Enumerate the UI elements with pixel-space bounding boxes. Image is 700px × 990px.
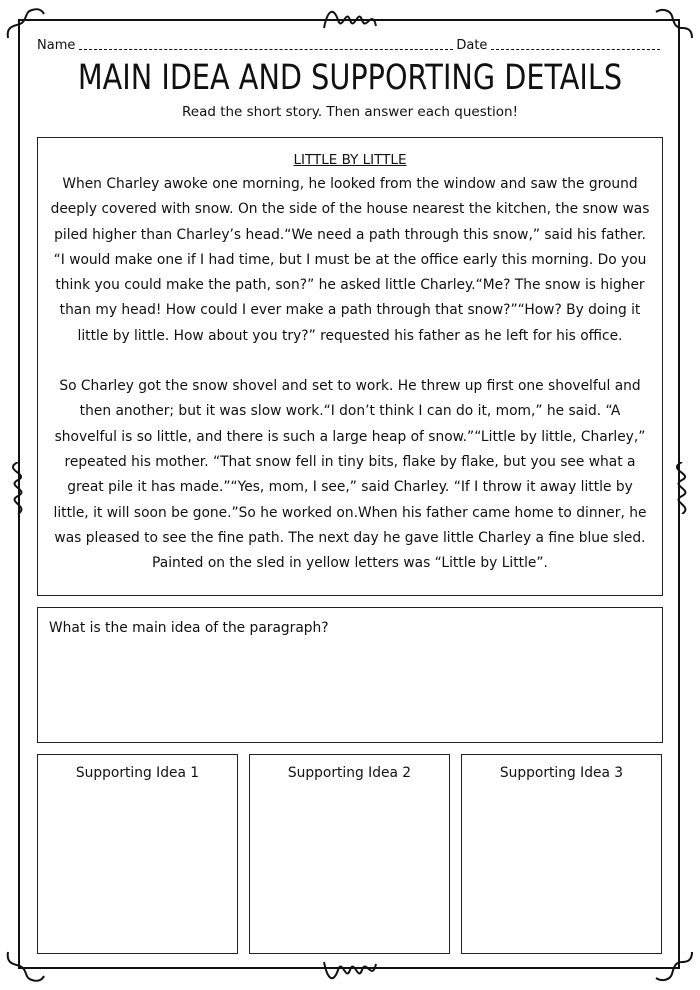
squiggle-right-icon [670, 462, 694, 514]
instructions: Read the short story. Then answer each question! [181, 104, 519, 120]
supporting-idea-box-3[interactable] [461, 754, 662, 954]
main-idea-answer-box[interactable] [37, 607, 663, 743]
squiggle-left-icon [6, 462, 30, 514]
main-idea-question: What is the main idea of the paragraph? [49, 620, 329, 636]
name-date-row [37, 33, 663, 53]
supporting-idea-box-1[interactable] [37, 754, 238, 954]
supporting-idea-label: Supporting Idea 1 [75, 765, 200, 781]
squiggle-top-icon [322, 6, 378, 30]
supporting-idea-box-2[interactable] [249, 754, 450, 954]
date-label: Date [456, 38, 488, 53]
supporting-idea-label: Supporting Idea 3 [499, 765, 624, 781]
story-title: LITTLE BY LITTLE [293, 152, 407, 168]
corner-curl-bottom-right-icon [654, 950, 696, 984]
corner-curl-bottom-left-icon [4, 950, 46, 984]
story-paragraph: So Charley got the snow shovel and set to work. He threw up first one shovelful and then another; but it was slow work.“I don’t think I can do it, mom,” he said. “A shovelful is so little, and there is such a large heap of snow.”“Little by little, Charley,” repeated his mother. “That snow fell in tiny bits, flake by flake, but you see what a great pile it has made.”“Yes, mom, I see,” said Charley. “If I throw it away little by little, it will soon be gone.”So he worked on.When his father came home to dinner, he was pleased to see the fine path. The next day he gave little Charley a fine blue sled. Painted on the sled in yellow letters was “Little by Little”. [53, 378, 647, 572]
squiggle-bottom-icon [322, 960, 378, 984]
story-box [37, 137, 663, 596]
page-title: MAIN IDEA AND SUPPORTING DETAILS [77, 58, 623, 98]
name-label: Name [37, 38, 76, 53]
date-field[interactable] [491, 48, 660, 50]
name-field[interactable] [79, 48, 453, 50]
story-paragraph: When Charley awoke one morning, he looked from the window and saw the ground deeply covered with snow. On the side of the house nearest the kitchen, the snow was piled higher than Charley’s head.“We need a path through this snow,” said his father. “I would make one if I had time, but I must be at the office early this morning. Do you think you could make the path, son?” he asked little Charley.“Me? The snow is higher than my head! How could I ever make a path through that snow?”“How? By doing it little by little. How about you try?” requested his father as he left for his office. [50, 176, 650, 344]
supporting-idea-label: Supporting Idea 2 [287, 765, 412, 781]
